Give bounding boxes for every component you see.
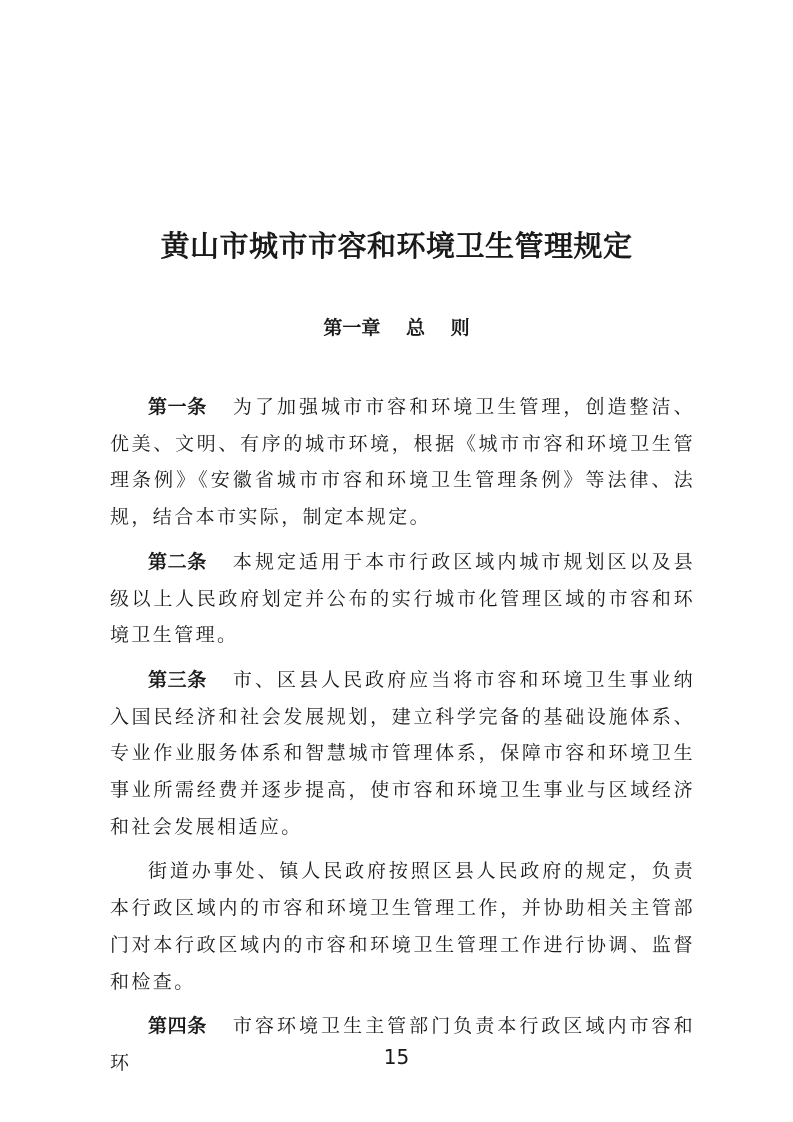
article-text: 为了加强城市市容和环境卫生管理，创造整洁、优美、文明、有序的城市环境，根据《城市市容和环境卫生管理条例》《安徽省城市市容和环境卫生管理条例》等法律、法规，结合本市实际，制定本规定。 <box>110 396 695 529</box>
page-number: 15 <box>383 1045 410 1069</box>
article-number: 第一条 <box>148 396 207 418</box>
chapter-heading: 第一章 总 则 <box>323 317 470 339</box>
article-paragraph <box>110 662 695 846</box>
article-paragraph <box>110 544 695 654</box>
document-body <box>110 389 695 1090</box>
paragraph-text: 街道办事处、镇人民政府按照区县人民政府的规定，负责本行政区域内的市容和环境卫生管理工作，并协助相关主管部门对本行政区域内的市容和环境卫生管理工作进行协调、监督和检查。 <box>110 860 695 993</box>
article-text: 市容环境卫生主管部门负责本行政区域内市容和环 <box>110 1015 695 1074</box>
document-title: 黄山市城市市容和环境卫生管理规定 <box>160 229 633 263</box>
continuation-paragraph <box>110 853 695 1000</box>
article-number: 第三条 <box>148 668 207 691</box>
article-text: 本规定适用于本市行政区域内城市规划区以及县级以上人民政府划定并公布的实行城市化管理区域的市容和环境卫生管理。 <box>110 550 695 647</box>
article-number: 第四条 <box>148 1015 207 1038</box>
article-text: 市、区县人民政府应当将市容和环境卫生事业纳入国民经济和社会发展规划，建立科学完备的基础设施体系、专业作业服务体系和智慧城市管理体系，保障市容和环境卫生事业所需经费并逐步提高，使市容和环境卫生事业与区域经济和社会发展相适应。 <box>110 668 695 838</box>
article-number: 第二条 <box>148 550 207 573</box>
article-paragraph <box>110 389 695 536</box>
